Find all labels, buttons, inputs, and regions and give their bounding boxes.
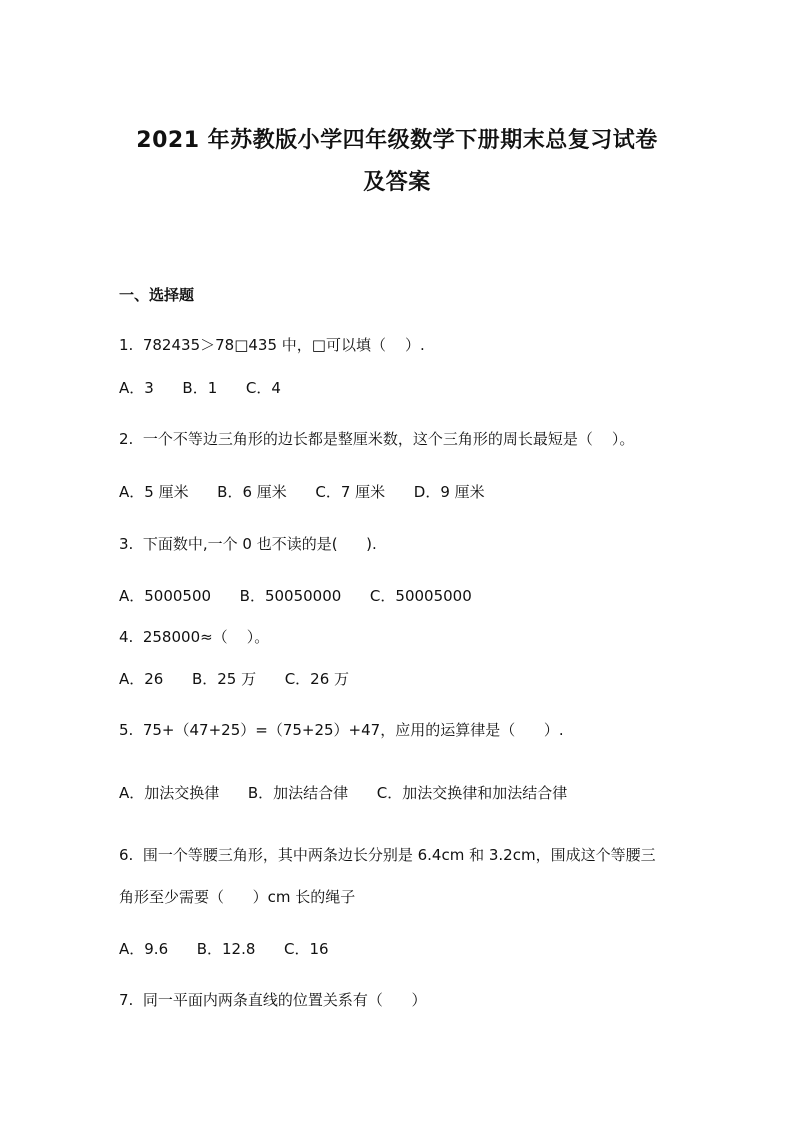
document-title: 2021 年苏教版小学四年级数学下册期末总复习试卷	[136, 128, 658, 153]
question-6-stem: 6. 围一个等腰三角形，其中两条边长分别是 6.4cm 和 3.2cm，围成这个等腰三	[119, 846, 656, 864]
question-5-options: A．加法交换律 B．加法结合律 C．加法交换律和加法结合律	[119, 784, 568, 802]
question-1-options: A．3 B．1 C．4	[119, 379, 281, 397]
question-6-stem-continued: 角形至少需要（ ）cm 长的绳子	[119, 888, 356, 906]
question-1-stem: 1. 782435＞78□435 中，□可以填（ ）.	[119, 336, 425, 354]
question-6-options: A．9.6 B．12.8 C．16	[119, 940, 329, 958]
question-3-options: A．5000500 B．50050000 C．50005000	[119, 587, 472, 605]
question-4-stem: 4. 258000≈（ ）。	[119, 628, 270, 646]
question-3-stem: 3. 下面数中,一个 0 也不读的是( ).	[119, 535, 377, 553]
question-2-stem: 2. 一个不等边三角形的边长都是整厘米数，这个三角形的周长最短是（ ）。	[119, 430, 635, 448]
document-title-continued: 及答案	[363, 170, 431, 195]
section-heading-choice: 一、选择题	[119, 286, 195, 304]
question-5-stem: 5. 75+（47+25）=（75+25）+47，应用的运算律是（ ）.	[119, 721, 564, 739]
question-2-options: A．5 厘米 B．6 厘米 C．7 厘米 D．9 厘米	[119, 483, 485, 501]
question-7-stem: 7. 同一平面内两条直线的位置关系有（ ）	[119, 991, 427, 1009]
question-4-options: A．26 B．25 万 C．26 万	[119, 670, 350, 688]
